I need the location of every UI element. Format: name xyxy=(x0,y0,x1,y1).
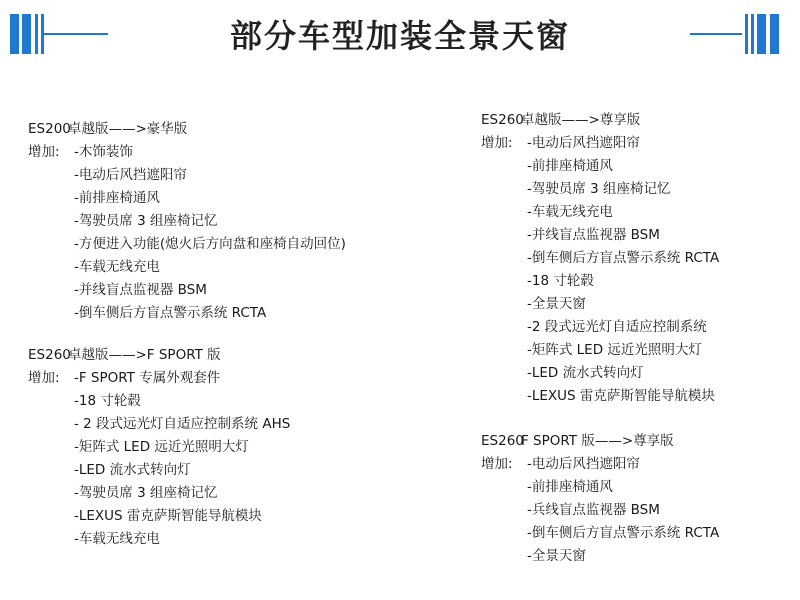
label-spacer xyxy=(481,385,527,408)
label-spacer xyxy=(481,155,527,178)
label-spacer xyxy=(481,476,527,499)
feature-row xyxy=(481,155,719,178)
label-spacer xyxy=(481,522,527,545)
feature-row xyxy=(28,528,290,551)
feature-row xyxy=(28,459,290,482)
feature-item: -车载无线充电 xyxy=(74,259,160,275)
feature-item: -电动后风挡遮阳帘 xyxy=(527,135,640,151)
added-label: 增加: xyxy=(481,135,513,151)
feature-item: -2 段式远光灯自适应控制系统 xyxy=(527,319,707,335)
feature-item: -LED 流水式转向灯 xyxy=(527,365,644,381)
feature-item: -LED 流水式转向灯 xyxy=(74,462,191,478)
trim-change: 卓越版——>F SPORT 版 xyxy=(68,347,221,363)
feature-row xyxy=(28,164,346,187)
feature-row xyxy=(28,141,346,164)
feature-row xyxy=(28,210,346,233)
feature-row xyxy=(28,302,346,325)
label-spacer xyxy=(28,528,74,551)
feature-item: -前排座椅通风 xyxy=(527,479,613,495)
feature-row xyxy=(481,522,719,545)
trim-change: 卓越版——>豪华版 xyxy=(68,121,188,137)
block-heading xyxy=(481,109,719,132)
label-spacer xyxy=(28,436,74,459)
feature-row xyxy=(481,247,719,270)
feature-row xyxy=(28,390,290,413)
trim-change: 卓越版——>尊享版 xyxy=(521,112,641,128)
label-spacer xyxy=(481,545,527,568)
label-spacer xyxy=(481,499,527,522)
header xyxy=(0,0,800,80)
feature-row xyxy=(28,413,290,436)
label-spacer xyxy=(28,164,74,187)
feature-item: -倒车侧后方盲点警示系统 RCTA xyxy=(527,250,720,266)
spec-block xyxy=(28,344,290,551)
block-heading xyxy=(28,344,290,367)
feature-row xyxy=(28,367,290,390)
feature-row xyxy=(481,476,719,499)
feature-row xyxy=(28,436,290,459)
label-spacer xyxy=(28,279,74,302)
feature-row xyxy=(481,316,719,339)
feature-item: -电动后风挡遮阳帘 xyxy=(74,167,187,183)
label-spacer xyxy=(481,293,527,316)
model-code: ES260 xyxy=(28,347,71,363)
label-spacer xyxy=(481,224,527,247)
label-spacer xyxy=(481,339,527,362)
label-spacer xyxy=(28,187,74,210)
trim-change: F SPORT 版——>尊享版 xyxy=(521,433,674,449)
added-label: 增加: xyxy=(28,370,60,386)
spec-block xyxy=(28,118,346,325)
label-spacer xyxy=(28,233,74,256)
model-code: ES260 xyxy=(481,112,524,128)
feature-item: -驾驶员席 3 组座椅记忆 xyxy=(527,181,671,197)
feature-item: -LEXUS 雷克萨斯智能导航模块 xyxy=(527,388,715,404)
feature-row xyxy=(481,132,719,155)
label-spacer xyxy=(481,178,527,201)
feature-item: - 2 段式远光灯自适应控制系统 AHS xyxy=(74,416,291,432)
feature-item: -车载无线充电 xyxy=(74,531,160,547)
feature-row xyxy=(481,453,719,476)
label-spacer xyxy=(481,270,527,293)
feature-row xyxy=(481,201,719,224)
block-heading xyxy=(28,118,346,141)
added-label: 增加: xyxy=(28,144,60,160)
feature-item: -18 寸轮毂 xyxy=(74,393,141,409)
feature-item: -电动后风挡遮阳帘 xyxy=(527,456,640,472)
feature-item: -F SPORT 专属外观套件 xyxy=(74,370,221,386)
feature-item: -LEXUS 雷克萨斯智能导航模块 xyxy=(74,508,262,524)
feature-item: -倒车侧后方盲点警示系统 RCTA xyxy=(74,305,267,321)
label-spacer xyxy=(28,482,74,505)
feature-row xyxy=(481,499,719,522)
feature-row xyxy=(28,482,290,505)
block-heading xyxy=(481,430,719,453)
feature-item: -18 寸轮毂 xyxy=(527,273,594,289)
feature-row xyxy=(481,362,719,385)
label-spacer xyxy=(28,210,74,233)
feature-item: -倒车侧后方盲点警示系统 RCTA xyxy=(527,525,720,541)
spec-block xyxy=(481,430,719,568)
feature-row xyxy=(481,385,719,408)
added-label: 增加: xyxy=(481,456,513,472)
feature-item: -木饰装饰 xyxy=(74,144,133,160)
label-spacer xyxy=(28,413,74,436)
model-code: ES200 xyxy=(28,121,71,137)
feature-row xyxy=(28,233,346,256)
feature-item: -矩阵式 LED 远近光照明大灯 xyxy=(74,439,249,455)
label-spacer xyxy=(28,256,74,279)
feature-row xyxy=(481,339,719,362)
right-decoration xyxy=(690,14,790,54)
spec-block xyxy=(481,109,719,408)
label-spacer xyxy=(28,459,74,482)
label-spacer xyxy=(28,302,74,325)
label-spacer xyxy=(28,505,74,528)
feature-item: -方便进入功能(熄火后方向盘和座椅自动回位) xyxy=(74,236,346,252)
feature-row xyxy=(28,279,346,302)
label-spacer xyxy=(481,201,527,224)
label-spacer xyxy=(481,316,527,339)
feature-row xyxy=(481,545,719,568)
feature-item: -全景天窗 xyxy=(527,548,586,564)
feature-row xyxy=(28,187,346,210)
feature-item: -车载无线充电 xyxy=(527,204,613,220)
feature-item: -并线盲点监视器 BSM xyxy=(74,282,207,298)
label-spacer xyxy=(481,362,527,385)
feature-item: -全景天窗 xyxy=(527,296,586,312)
feature-item: -兵线盲点监视器 BSM xyxy=(527,502,660,518)
feature-item: -矩阵式 LED 远近光照明大灯 xyxy=(527,342,702,358)
feature-row xyxy=(481,293,719,316)
label-spacer xyxy=(481,247,527,270)
feature-item: -驾驶员席 3 组座椅记忆 xyxy=(74,213,218,229)
feature-row xyxy=(481,270,719,293)
page-title: 部分车型加装全景天窗 xyxy=(229,17,570,55)
feature-item: -前排座椅通风 xyxy=(527,158,613,174)
feature-item: -前排座椅通风 xyxy=(74,190,160,206)
feature-item: -并线盲点监视器 BSM xyxy=(527,227,660,243)
feature-row xyxy=(28,256,346,279)
feature-row xyxy=(481,178,719,201)
label-spacer xyxy=(28,390,74,413)
feature-row xyxy=(28,505,290,528)
feature-row xyxy=(481,224,719,247)
feature-item: -驾驶员席 3 组座椅记忆 xyxy=(74,485,218,501)
model-code: ES260 xyxy=(481,433,524,449)
